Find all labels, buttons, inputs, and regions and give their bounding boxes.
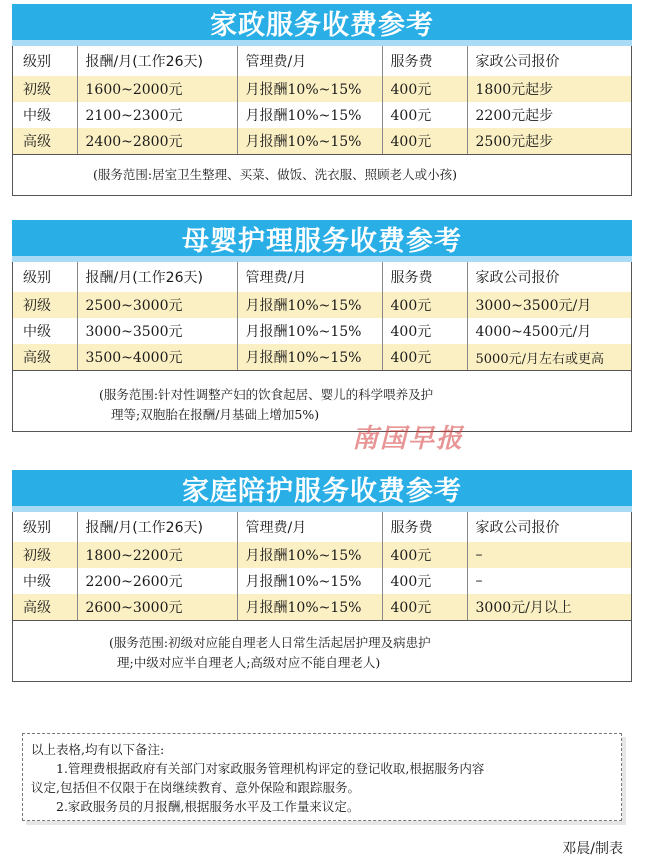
table-cell: 月报酬10%~15% xyxy=(237,76,382,102)
table-cell: 月报酬10%~15% xyxy=(237,128,382,154)
fee-table-box xyxy=(12,512,632,682)
table-cell: 2400~2800元 xyxy=(77,128,237,154)
header-cell: 家政公司报价 xyxy=(475,520,560,536)
header-cell: 服务费 xyxy=(382,512,467,542)
fee-table-box xyxy=(12,46,632,196)
table-cell: 400元 xyxy=(382,594,467,620)
service-scope-note xyxy=(13,370,631,431)
section-title: 家庭陪护服务收费参考 xyxy=(12,470,632,506)
table-cell: 月报酬10%~15% xyxy=(237,568,382,594)
table-cell: 月报酬10%~15% xyxy=(237,318,382,344)
table-cell: 400元 xyxy=(382,344,467,370)
section-title: 母婴护理服务收费参考 xyxy=(12,220,632,256)
table-cell: 初级 xyxy=(13,542,77,568)
table-cell: 高级 xyxy=(13,344,77,370)
table-row xyxy=(13,102,631,128)
table-cell: 400元 xyxy=(382,318,467,344)
table-cell: 月报酬10%~15% xyxy=(237,344,382,370)
table-cell: 400元 xyxy=(382,292,467,318)
table-cell: 月报酬10%~15% xyxy=(237,594,382,620)
section-title: 家政服务收费参考 xyxy=(12,4,632,40)
table-cell: 初级 xyxy=(13,292,77,318)
table-cell: 高级 xyxy=(13,128,77,154)
table-header-row xyxy=(13,46,631,76)
table-cell: 4000~4500元/月 xyxy=(475,324,592,340)
header-cell: 服务费 xyxy=(382,46,467,76)
table-row xyxy=(13,344,631,370)
table-cell: 高级 xyxy=(13,594,77,620)
table-row xyxy=(13,318,631,344)
table-cell: 1600~2000元 xyxy=(77,76,237,102)
fee-table-box xyxy=(12,262,632,432)
table-cell: 3000~3500元/月 xyxy=(467,292,631,318)
section-housekeeping xyxy=(12,4,632,196)
table-cell: 中级 xyxy=(13,318,77,344)
section-home-companion xyxy=(12,470,632,682)
section-maternity-care xyxy=(12,220,632,432)
table-row xyxy=(13,128,631,154)
header-cell: 管理费/月 xyxy=(237,46,382,76)
header-cell: 家政公司报价 xyxy=(475,270,560,286)
table-row xyxy=(13,292,631,318)
header-cell: 报酬/月(工作26天) xyxy=(77,46,237,76)
table-cell: 2200~2600元 xyxy=(77,568,237,594)
table-row xyxy=(13,594,631,620)
note-line: 理等;双胞胎在报酬/月基础上增加5%) xyxy=(111,407,320,422)
table-cell: 2100~2300元 xyxy=(77,102,237,128)
table-cell: – xyxy=(467,542,631,568)
table-cell: 2200元起步 xyxy=(475,108,554,124)
remarks-line: 议定,包括但不仅限于在岗继续教育、意外保险和跟踪服务。 xyxy=(31,780,360,795)
table-cell: 5000元/月左右或更高 xyxy=(467,344,631,370)
table-cell: 月报酬10%~15% xyxy=(237,292,382,318)
note-line: (服务范围:居室卫生整理、买菜、做饭、洗衣服、照顾老人或小孩) xyxy=(93,167,457,182)
note-line: (服务范围:初级对应能自理老人日常生活起居护理及病患护 xyxy=(109,635,431,650)
note-line: 理;中级对应半自理老人;高级对应不能自理老人) xyxy=(117,655,381,670)
table-header-row xyxy=(13,262,631,292)
note-line: (服务范围:针对性调整产妇的饮食起居、婴儿的科学喂养及护 xyxy=(99,387,434,402)
table-cell: 3000~3500元 xyxy=(77,318,237,344)
header-cell: 报酬/月(工作26天) xyxy=(77,512,237,542)
table-cell: 1800元起步 xyxy=(467,76,631,102)
watermark-logo: 南国早报 xyxy=(352,424,465,454)
header-cell: 服务费 xyxy=(382,262,467,292)
table-cell: 2500元起步 xyxy=(467,128,631,154)
fee-table xyxy=(13,512,631,620)
remarks-line: 2.家政服务员的月报酬,根据服务水平及工作量来议定。 xyxy=(31,799,360,814)
table-cell: 3500~4000元 xyxy=(77,344,237,370)
table-cell: 月报酬10%~15% xyxy=(237,542,382,568)
table-cell: 400元 xyxy=(382,128,467,154)
table-cell: – xyxy=(475,573,483,589)
table-cell: 400元 xyxy=(382,102,467,128)
header-cell: 管理费/月 xyxy=(237,512,382,542)
header-cell: 级别 xyxy=(13,512,77,542)
remarks-box xyxy=(22,733,622,821)
fee-table xyxy=(13,262,631,370)
table-cell: 2600~3000元 xyxy=(77,594,237,620)
table-cell: 400元 xyxy=(382,542,467,568)
table-cell: 中级 xyxy=(13,568,77,594)
header-cell: 报酬/月(工作26天) xyxy=(77,262,237,292)
table-cell: 中级 xyxy=(13,102,77,128)
table-header-row xyxy=(13,512,631,542)
header-cell: 级别 xyxy=(13,46,77,76)
remarks-line: 1.管理费根据政府有关部门对家政服务管理机构评定的登记收取,根据服务内容 xyxy=(31,761,485,776)
table-cell: 2500~3000元 xyxy=(77,292,237,318)
fee-table xyxy=(13,46,631,154)
table-row xyxy=(13,568,631,594)
service-scope-note xyxy=(13,620,631,681)
header-cell: 家政公司报价 xyxy=(475,54,560,70)
service-scope-note xyxy=(13,154,631,195)
credit-line: 邓晨/制表 xyxy=(562,841,623,857)
header-cell: 级别 xyxy=(13,262,77,292)
remarks-line: 以上表格,均有以下备注: xyxy=(31,742,165,757)
header-cell: 管理费/月 xyxy=(237,262,382,292)
table-row xyxy=(13,542,631,568)
table-cell: 400元 xyxy=(382,76,467,102)
table-cell: 1800~2200元 xyxy=(77,542,237,568)
table-row xyxy=(13,76,631,102)
table-cell: 400元 xyxy=(382,568,467,594)
table-cell: 3000元/月以上 xyxy=(467,594,631,620)
table-cell: 月报酬10%~15% xyxy=(237,102,382,128)
table-cell: 初级 xyxy=(13,76,77,102)
